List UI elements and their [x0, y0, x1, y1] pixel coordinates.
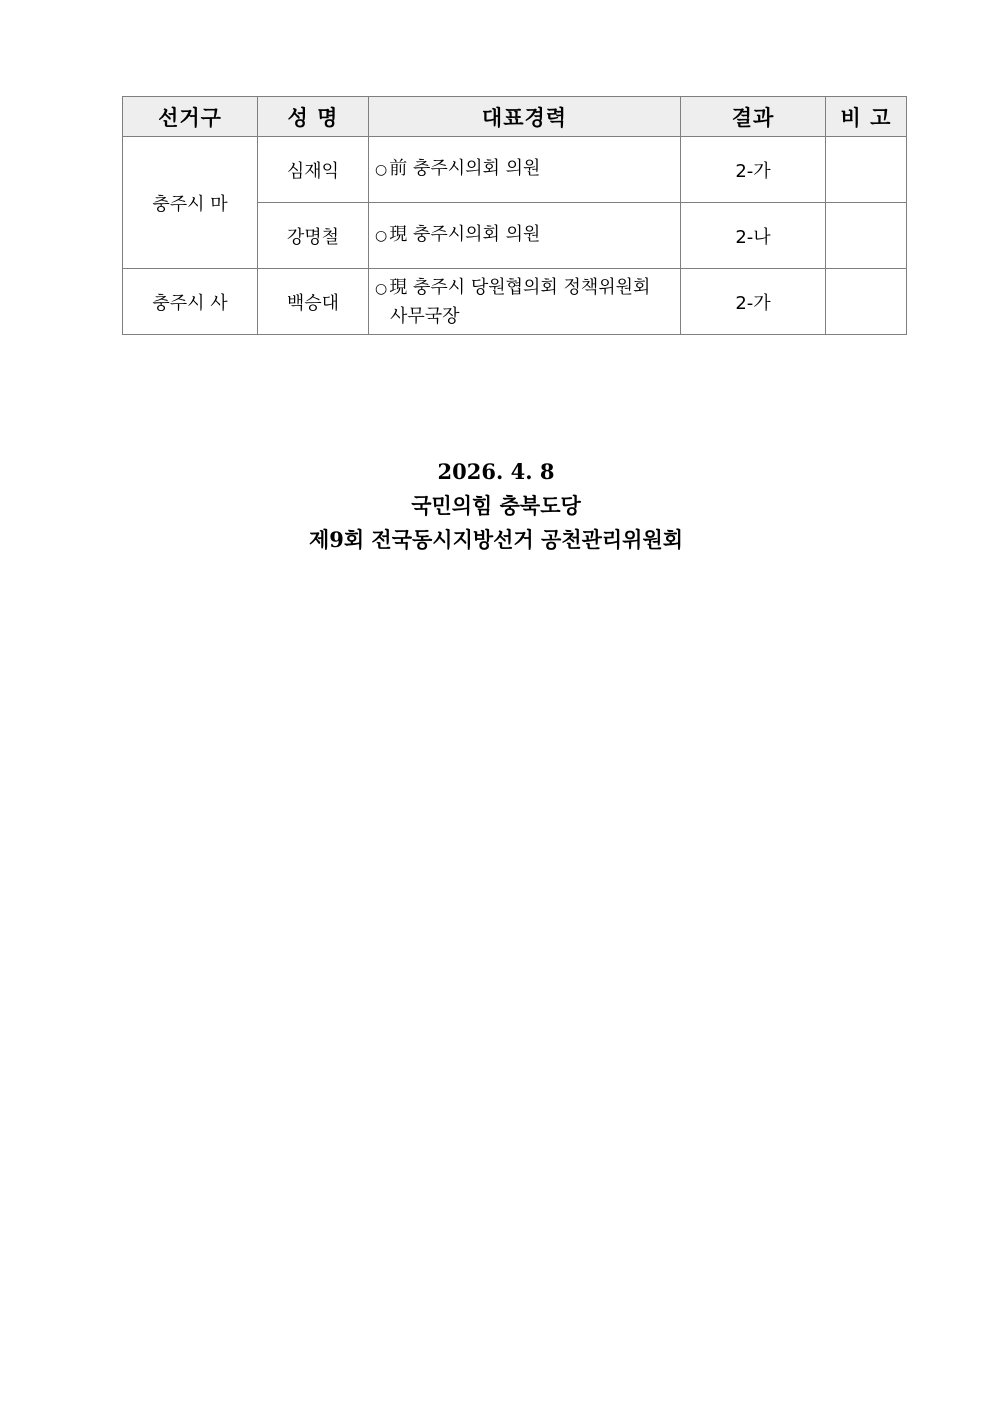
header-career: 대표경력	[369, 97, 681, 137]
career-line	[375, 274, 680, 303]
footer-date: 2026. 4. 8	[437, 459, 555, 484]
note-cell	[826, 269, 907, 335]
result-cell: 2-가	[681, 137, 826, 203]
name-cell: 심재익	[258, 137, 369, 203]
header-district: 선거구	[123, 97, 258, 137]
header-result: 결과	[681, 97, 826, 137]
district-cell: 충주시 사	[123, 269, 258, 335]
career-continuation: 사무국장	[390, 305, 460, 327]
document-footer	[0, 455, 992, 557]
bullet-icon: ○	[375, 162, 388, 178]
name-cell: 강명철	[258, 203, 369, 269]
result-cell: 2-나	[681, 203, 826, 269]
footer-organization: 국민의힘 충북도당	[411, 493, 581, 518]
table-row	[123, 137, 907, 203]
career-cell	[369, 269, 681, 335]
career-cell	[369, 203, 681, 269]
bullet-icon: ○	[375, 280, 388, 297]
candidate-table	[122, 96, 907, 335]
career-line	[375, 221, 680, 250]
district-cell: 충주시 마	[123, 137, 258, 269]
header-note: 비 고	[826, 97, 907, 137]
bullet-icon: ○	[375, 228, 388, 244]
career-text: 現 충주시의회 의원	[389, 224, 541, 245]
name-cell: 백승대	[258, 269, 369, 335]
note-cell	[826, 137, 907, 203]
career-line	[375, 155, 680, 184]
header-name: 성 명	[258, 97, 369, 137]
result-cell: 2-가	[681, 269, 826, 335]
career-cell	[369, 137, 681, 203]
career-text: 現 충주시 당원협의회 정책위원회	[389, 276, 651, 298]
table-header-row	[123, 97, 907, 137]
table-row	[123, 269, 907, 335]
note-cell	[826, 203, 907, 269]
career-text: 前 충주시의회 의원	[389, 158, 541, 179]
footer-committee: 제9회 전국동시지방선거 공천관리위원회	[308, 527, 684, 552]
